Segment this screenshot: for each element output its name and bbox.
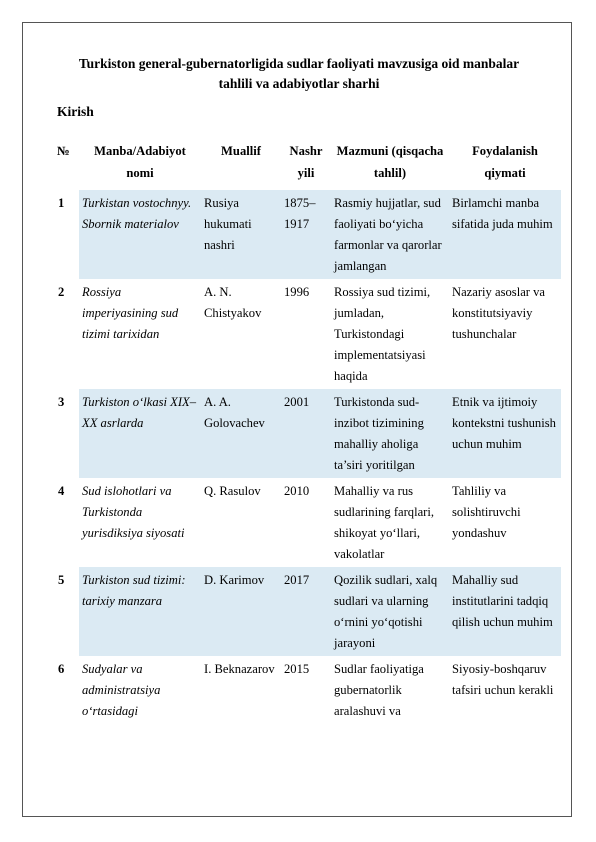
- content-summary: Turkistonda sud-inzibot tizimining mahalliy aholiga ta’siri yoritilgan: [331, 389, 449, 478]
- source-title: Sud islohotlari va Turkistonda yurisdiksiya siyosati: [82, 484, 185, 540]
- usefulness: Nazariy asoslar va konstitutsiyaviy tushunchalar: [452, 285, 546, 341]
- author: Q. Rasulov: [204, 484, 261, 498]
- author: A. A. Golovachev: [201, 389, 281, 478]
- row-number: 1: [58, 196, 65, 210]
- header-source: Manba/Adabiyot nomi: [94, 144, 186, 180]
- source-title: Rossiya imperiyasining sud tizimi tarixidan: [82, 285, 179, 341]
- row-number: 2: [58, 285, 65, 299]
- table-row: [55, 656, 561, 724]
- year: 2015: [284, 662, 310, 676]
- sources-table: [55, 140, 561, 724]
- row-number: 4: [58, 484, 65, 498]
- year: 1996: [284, 285, 310, 299]
- year: 2017: [281, 567, 331, 656]
- author: I. Beknazarov: [204, 662, 275, 676]
- header-usefulness: Foydalanish qiymati: [472, 144, 538, 180]
- usefulness: Tahliliy va solishtiruvchi yondashuv: [452, 484, 521, 540]
- title-line-1: Turkiston general-gubernatorligida sudlar faoliyati mavzusiga oid manbalar: [78, 56, 520, 71]
- title-line-2: tahlili va adabiyotlar sharhi: [218, 76, 380, 91]
- year: 1875–1917: [281, 190, 331, 279]
- author: A. N. Chistyakov: [204, 285, 262, 320]
- source-title: Sudyalar va administratsiya o‘rtasidagi: [82, 662, 161, 718]
- header-author: Muallif: [221, 144, 261, 158]
- document-title: [55, 54, 543, 94]
- usefulness: Mahalliy sud institutlarini tadqiq qilish uchun muhim: [449, 567, 561, 656]
- row-number: 3: [58, 395, 65, 409]
- usefulness: Etnik va ijtimoiy kontekstni tushunish uchun muhim: [449, 389, 561, 478]
- header-year: Nashr yili: [289, 144, 323, 180]
- content-summary: Qozilik sudlari, xalq sudlari va ularning o‘rnini yo‘qotishi jarayoni: [331, 567, 449, 656]
- source-title: Turkiston sud tizimi: tarixiy manzara: [79, 567, 201, 656]
- content-summary: Sudlar faoliyatiga gubernatorlik aralashuvi va: [334, 662, 424, 718]
- table-row: [55, 279, 561, 389]
- source-title: Turkiston o‘lkasi XIX–XX asrlarda: [79, 389, 201, 478]
- usefulness: Siyosiy-boshqaruv tafsiri uchun kerakli: [452, 662, 554, 697]
- table-row: [55, 190, 561, 279]
- table-row: [55, 567, 561, 656]
- section-heading: Kirish: [57, 104, 94, 119]
- header-no: №: [57, 144, 70, 158]
- table-row: [55, 389, 561, 478]
- content-summary: Mahalliy va rus sudlarining farqlari, shikoyat yo‘llari, vakolatlar: [334, 484, 435, 561]
- table-header-row: [55, 140, 561, 190]
- year: 2001: [281, 389, 331, 478]
- year: 2010: [284, 484, 310, 498]
- usefulness: Birlamchi manba sifatida juda muhim: [449, 190, 561, 279]
- header-content: Mazmuni (qisqacha tahlil): [336, 144, 444, 180]
- author: Rusiya hukumati nashri: [201, 190, 281, 279]
- content-summary: Rossiya sud tizimi, jumladan, Turkistondagi implementatsiyasi haqida: [334, 285, 431, 383]
- source-title: Turkistan vostochnyy. Sbornik materialov: [79, 190, 201, 279]
- author: D. Karimov: [201, 567, 281, 656]
- row-number: 5: [58, 573, 65, 587]
- content-summary: Rasmiy hujjatlar, sud faoliyati bo‘yicha farmonlar va qarorlar jamlangan: [331, 190, 449, 279]
- table-row: [55, 478, 561, 567]
- row-number: 6: [58, 662, 65, 676]
